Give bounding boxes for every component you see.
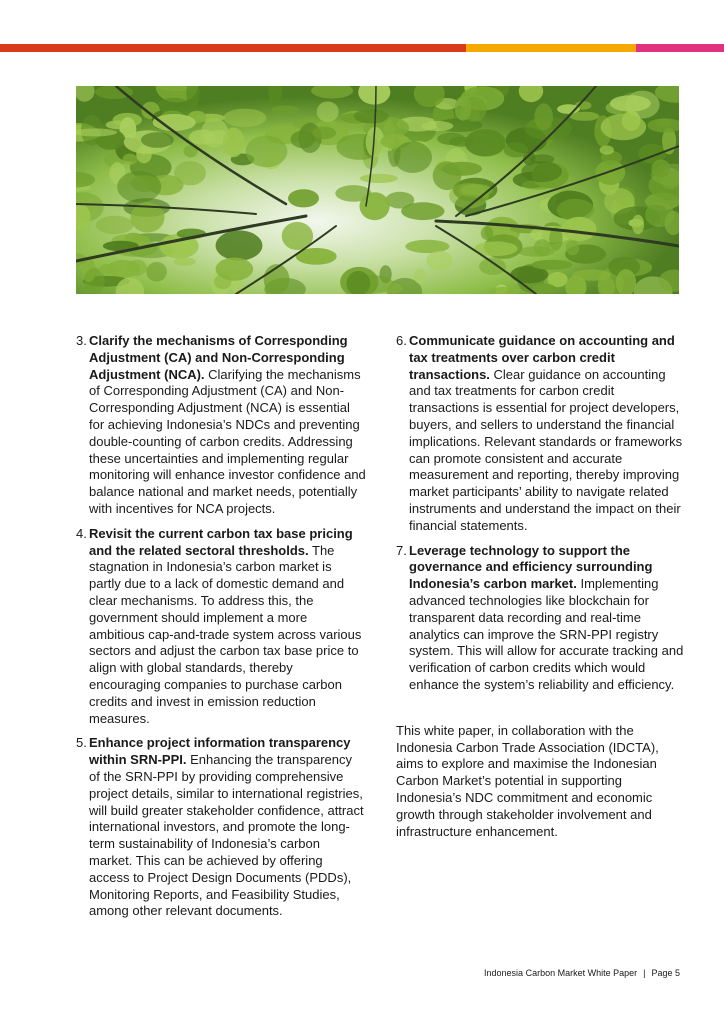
item-heading: Revisit the current carbon tax base pricing and the related sectoral thresholds. <box>89 525 353 558</box>
item-number: 7. <box>396 542 407 558</box>
recommendation-item <box>76 526 366 728</box>
item-heading: Clarify the mechanisms of Corresponding Adjustment (CA) and Non-Corresponding Adjustment (NCA). <box>89 333 348 382</box>
item-heading: Communicate guidance on accounting and tax treatments over carbon credit transactions. <box>409 333 675 382</box>
item-number: 4. <box>76 525 87 541</box>
header-bar-pink <box>636 44 724 52</box>
tree-canopy-photo <box>76 86 679 294</box>
footer-title: Indonesia Carbon Market White Paper <box>484 968 638 978</box>
closing-paragraph: This white paper, in collaboration with the Indonesia Carbon Trade Association (IDCTA), aims to explore and maximise the Indonesian Carbon Market’s potential in supporting Indonesia’s NDC commitment and economic growth through stakeholder involvement and infrastructure enhancement. <box>396 722 659 839</box>
header-bar-amber <box>466 44 636 52</box>
recommendation-item <box>76 735 366 920</box>
left-column <box>76 333 366 928</box>
item-body: Enhancing the transparency of the SRN-PPI by providing comprehensive project details, similar to international registries, will build greater stakeholder confidence, attract international investors, and promote the long-term sustainability of Indonesia’s carbon market. This can be achieved by offering access to Project Design Documents (PDDs), Monitoring Reports, and Feasibility Studies, among other relevant documents. <box>89 752 364 919</box>
recommendation-list-right <box>396 333 686 694</box>
item-number: 5. <box>76 735 87 751</box>
item-number: 6. <box>396 333 407 348</box>
recommendation-list-left <box>76 333 366 920</box>
recommendation-item <box>396 543 686 694</box>
item-body: The stagnation in Indonesia’s carbon market is partly due to a lack of domestic demand and clear mechanisms. To address this, the government should implement a more ambitious cap-and-trade system across various sectors and adjust the carbon tax base price to align with global standards, thereby encouraging companies to purchase carbon credits and invest in emission reduction measures. <box>89 542 362 726</box>
recommendation-item <box>76 333 366 518</box>
item-body: Implementing advanced technologies like blockchain for transparent data recording and real-time analytics can improve the SRN-PPI registry system. This will allow for accurate tracking and verification of carbon credits which would enhance the system’s reliability and efficiency. <box>409 576 684 692</box>
item-body: Clarifying the mechanisms of Corresponding Adjustment (CA) and Non-Corresponding Adjustment (NCA) is essential for achieving Indonesia’s NDCs and preventing double-counting of carbon credits. Addressing these uncertainties and implementing regular monitoring will enhance investor confidence and balance national and market needs, potentially with incentives for NCA projects. <box>89 366 366 516</box>
item-heading: Leverage technology to support the governance and efficiency surrounding Indonesia’s carbon market. <box>409 542 653 592</box>
right-column <box>396 333 686 853</box>
footer-separator: | <box>643 968 646 978</box>
item-number: 3. <box>76 333 87 348</box>
item-heading: Enhance project information transparency within SRN-PPI. <box>89 735 351 768</box>
page-footer <box>484 968 680 978</box>
header-bar-red <box>0 44 466 52</box>
item-body: Clear guidance on accounting and tax treatments for carbon credit transactions is essential for project developers, buyers, and sellers to understand the financial implications. Relevant standards or frameworks can promote consistent and accurate measurement and reporting, thereby improving market participants’ ability to navigate related instruments and understand the impact on their financial statements. <box>409 366 683 533</box>
recommendation-item <box>396 333 686 535</box>
page-number: Page 5 <box>651 968 680 978</box>
